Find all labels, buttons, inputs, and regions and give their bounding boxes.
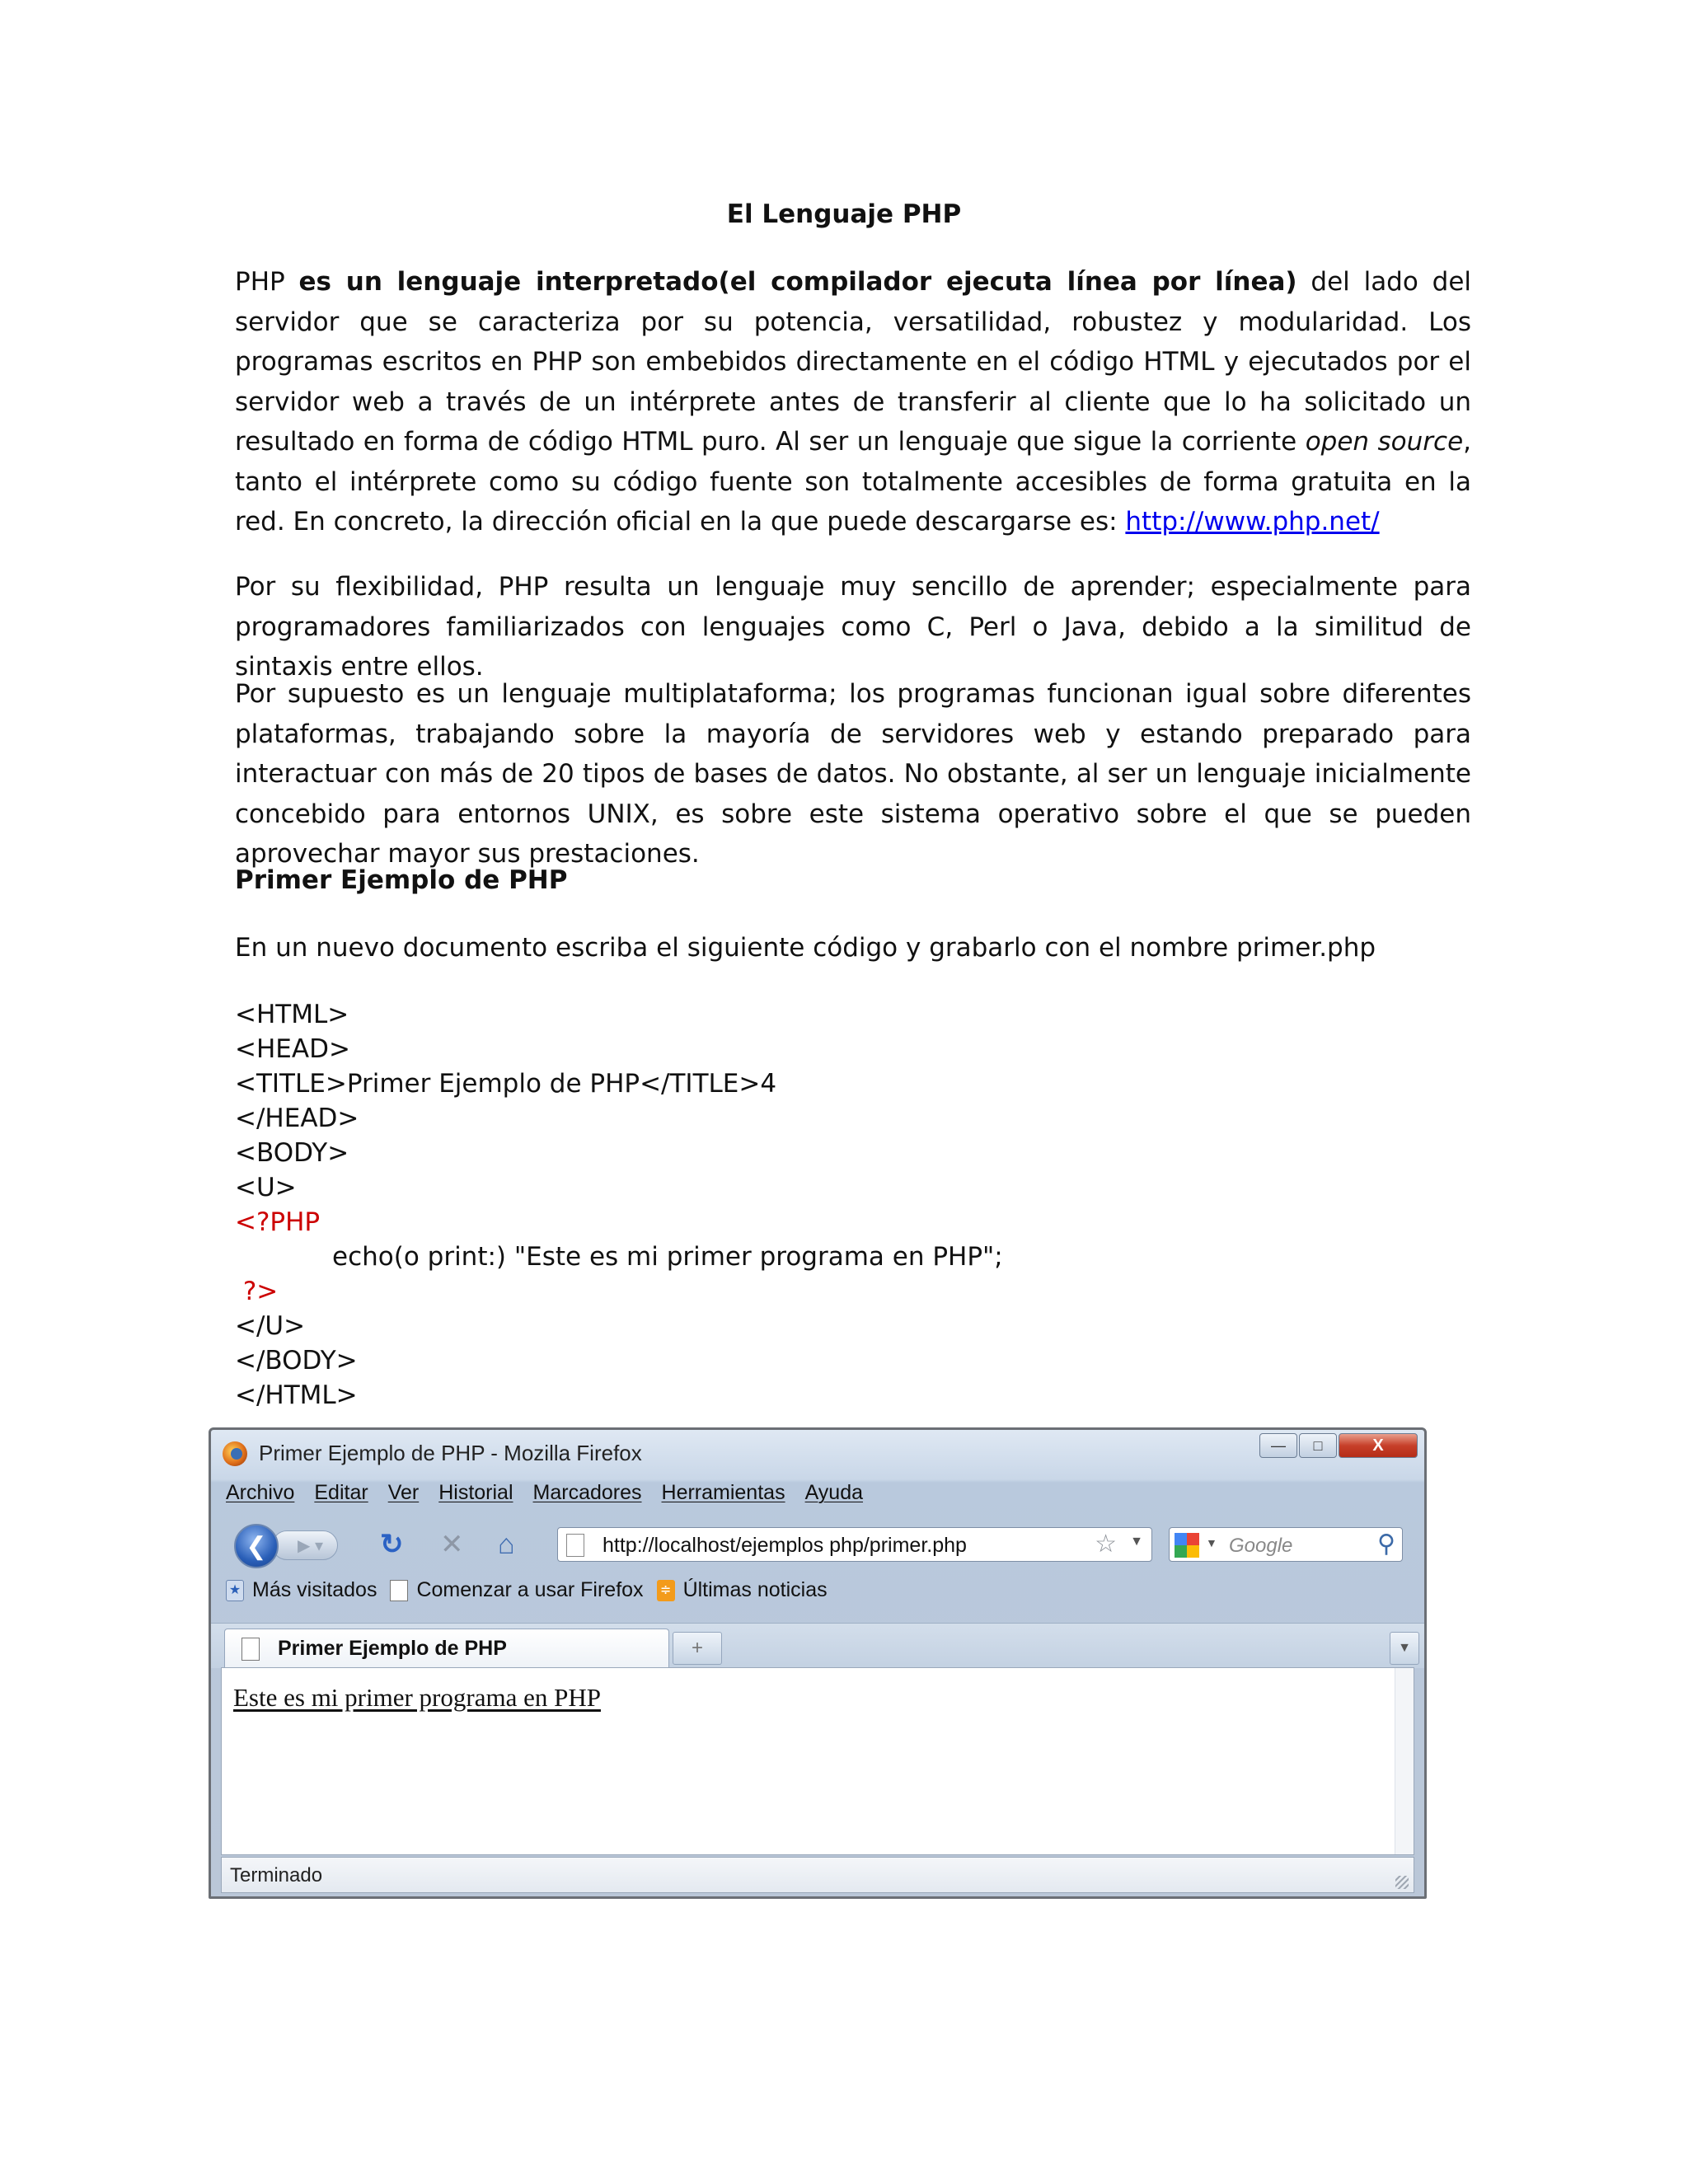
reload-icon[interactable]: ↻ <box>380 1529 404 1560</box>
google-engine-icon[interactable] <box>1175 1533 1199 1558</box>
search-placeholder[interactable]: Google <box>1229 1535 1293 1557</box>
window-controls <box>1258 1433 1418 1460</box>
paragraph-intro <box>235 262 1471 542</box>
minimize-button[interactable]: — <box>1259 1433 1297 1458</box>
page-icon <box>241 1638 260 1661</box>
bookmark-mas-visitados[interactable] <box>226 1578 377 1602</box>
url-dropdown-icon[interactable]: ▼ <box>1130 1535 1143 1549</box>
most-visited-icon: ★ <box>226 1580 244 1601</box>
stop-icon[interactable]: ✕ <box>440 1529 464 1560</box>
window-titlebar <box>211 1430 1424 1478</box>
code-line: <TITLE>Primer Ejemplo de PHP</TITLE>4 <box>235 1069 777 1099</box>
scrollbar[interactable] <box>1395 1668 1414 1854</box>
engine-dropdown-icon[interactable]: ▼ <box>1206 1536 1217 1549</box>
code-line: <BODY> <box>235 1138 349 1168</box>
intro-text-2: , tanto el intérprete como su código fuente son totalmente accesibles de forma gratuita en la red. En concreto, la dirección oficial en la que puede descargarse es: <box>235 427 1471 537</box>
home-icon[interactable]: ⌂ <box>498 1529 515 1560</box>
status-text: Terminado <box>230 1864 323 1886</box>
tab-title: Primer Ejemplo de PHP <box>278 1637 507 1660</box>
intro-text-1: del lado del servidor que se caracteriza por su potencia, versatilidad, robustez y modularidad. Los programas escritos en PHP son embebidos directamente en el código HTML y ejecutados por el servidor web a través de un intérprete antes de transferir al cliente que lo ha solicitado un resultado en forma de código HTML puro. Al ser un lenguaje que sigue la corriente <box>235 267 1472 457</box>
menu-bar <box>226 1481 863 1505</box>
tab-primer-ejemplo[interactable] <box>224 1629 669 1668</box>
firefox-logo-icon <box>223 1441 247 1466</box>
bookmark-label: Últimas noticias <box>682 1578 828 1601</box>
php-net-link[interactable]: http://www.php.net/ <box>1125 507 1380 537</box>
firefox-window-screenshot <box>209 1427 1427 1899</box>
bookmark-star-icon[interactable]: ☆ <box>1095 1530 1117 1558</box>
url-text[interactable]: http://localhost/ejemplos php/primer.php <box>603 1534 967 1557</box>
new-tab-button[interactable]: + <box>673 1632 722 1665</box>
back-button[interactable]: ❮ <box>234 1524 279 1568</box>
navigation-toolbar <box>211 1519 1424 1568</box>
bookmark-label: Más visitados <box>252 1578 377 1601</box>
menu-ver[interactable]: Ver <box>387 1481 420 1504</box>
menu-historial[interactable]: Historial <box>438 1481 513 1504</box>
menu-archivo[interactable]: Archivo <box>226 1481 295 1504</box>
menu-marcadores[interactable]: Marcadores <box>532 1481 642 1504</box>
code-line: <U> <box>235 1173 297 1202</box>
code-line-echo: echo(o print:) "Este es mi primer programa en PHP"; <box>332 1242 1003 1272</box>
code-line-php-close: ?> <box>235 1277 279 1306</box>
intro-italic-open-source: open source <box>1305 427 1464 457</box>
code-line: <HTML> <box>235 1000 349 1029</box>
url-bar[interactable] <box>557 1527 1152 1562</box>
forward-button[interactable]: ▶ ▾ <box>272 1530 338 1560</box>
menu-editar[interactable]: Editar <box>314 1481 368 1504</box>
page-icon <box>566 1534 584 1557</box>
rss-icon: ≑ <box>657 1580 675 1601</box>
intro-lead: PHP <box>235 267 299 297</box>
tab-list-dropdown-icon[interactable]: ▼ <box>1390 1632 1419 1665</box>
intro-bold-definition: es un lenguaje interpretado(el compilador ejecuta línea por línea) <box>298 267 1297 297</box>
window-title: Primer Ejemplo de PHP - Mozilla Firefox <box>259 1441 642 1465</box>
maximize-button[interactable]: □ <box>1299 1433 1337 1458</box>
resize-grip-icon[interactable] <box>1395 1876 1409 1889</box>
code-listing <box>235 997 1003 1413</box>
subheading-primer-ejemplo: Primer Ejemplo de PHP <box>235 865 568 895</box>
page-output-text: Este es mi primer programa en PHP <box>233 1683 601 1712</box>
code-line: </U> <box>235 1311 306 1341</box>
close-button[interactable]: X <box>1339 1433 1418 1458</box>
menu-herramientas[interactable]: Herramientas <box>661 1481 785 1504</box>
code-line-php-open: <?PHP <box>235 1207 321 1237</box>
tab-strip <box>211 1623 1424 1668</box>
paragraph-multiplatform: Por supuesto es un lenguaje multiplataforma; los programas funcionan igual sobre diferentes plataformas, trabajando sobre la mayoría de servidores web y estando preparado para interactuar con más de 20 tipos de bases de datos. No obstante, al ser un lenguaje inicialmente concebido para entornos UNIX, es sobre este sistema operativo sobre el que se pueden aprovechar mayor sus prestaciones. <box>235 679 1471 869</box>
paragraph-flexibility: Por su flexibilidad, PHP resulta un lenguaje muy sencillo de aprender; especialmente para programadores familiarizados con lenguajes como C, Perl o Java, debido a la similitud de sintaxis entre ellos. <box>235 572 1471 682</box>
search-bar[interactable] <box>1169 1527 1403 1562</box>
document-title: El Lenguaje PHP <box>726 199 962 229</box>
status-bar <box>221 1857 1414 1893</box>
bookmark-ultimas-noticias[interactable] <box>657 1578 828 1602</box>
code-line: <HEAD> <box>235 1034 350 1064</box>
code-line: </HEAD> <box>235 1104 359 1133</box>
search-icon[interactable]: ⚲ <box>1377 1530 1395 1558</box>
menu-ayuda[interactable]: Ayuda <box>804 1481 864 1504</box>
bookmarks-toolbar <box>226 1578 828 1602</box>
paragraph-instruction: En un nuevo documento escriba el siguiente código y grabarlo con el nombre primer.php <box>235 933 1376 963</box>
bookmark-comenzar[interactable] <box>390 1578 643 1602</box>
code-line: </BODY> <box>235 1346 358 1376</box>
page-content-area <box>221 1667 1414 1855</box>
page-icon <box>390 1580 408 1601</box>
code-line: </HTML> <box>235 1380 358 1410</box>
bookmark-label: Comenzar a usar Firefox <box>416 1578 644 1601</box>
